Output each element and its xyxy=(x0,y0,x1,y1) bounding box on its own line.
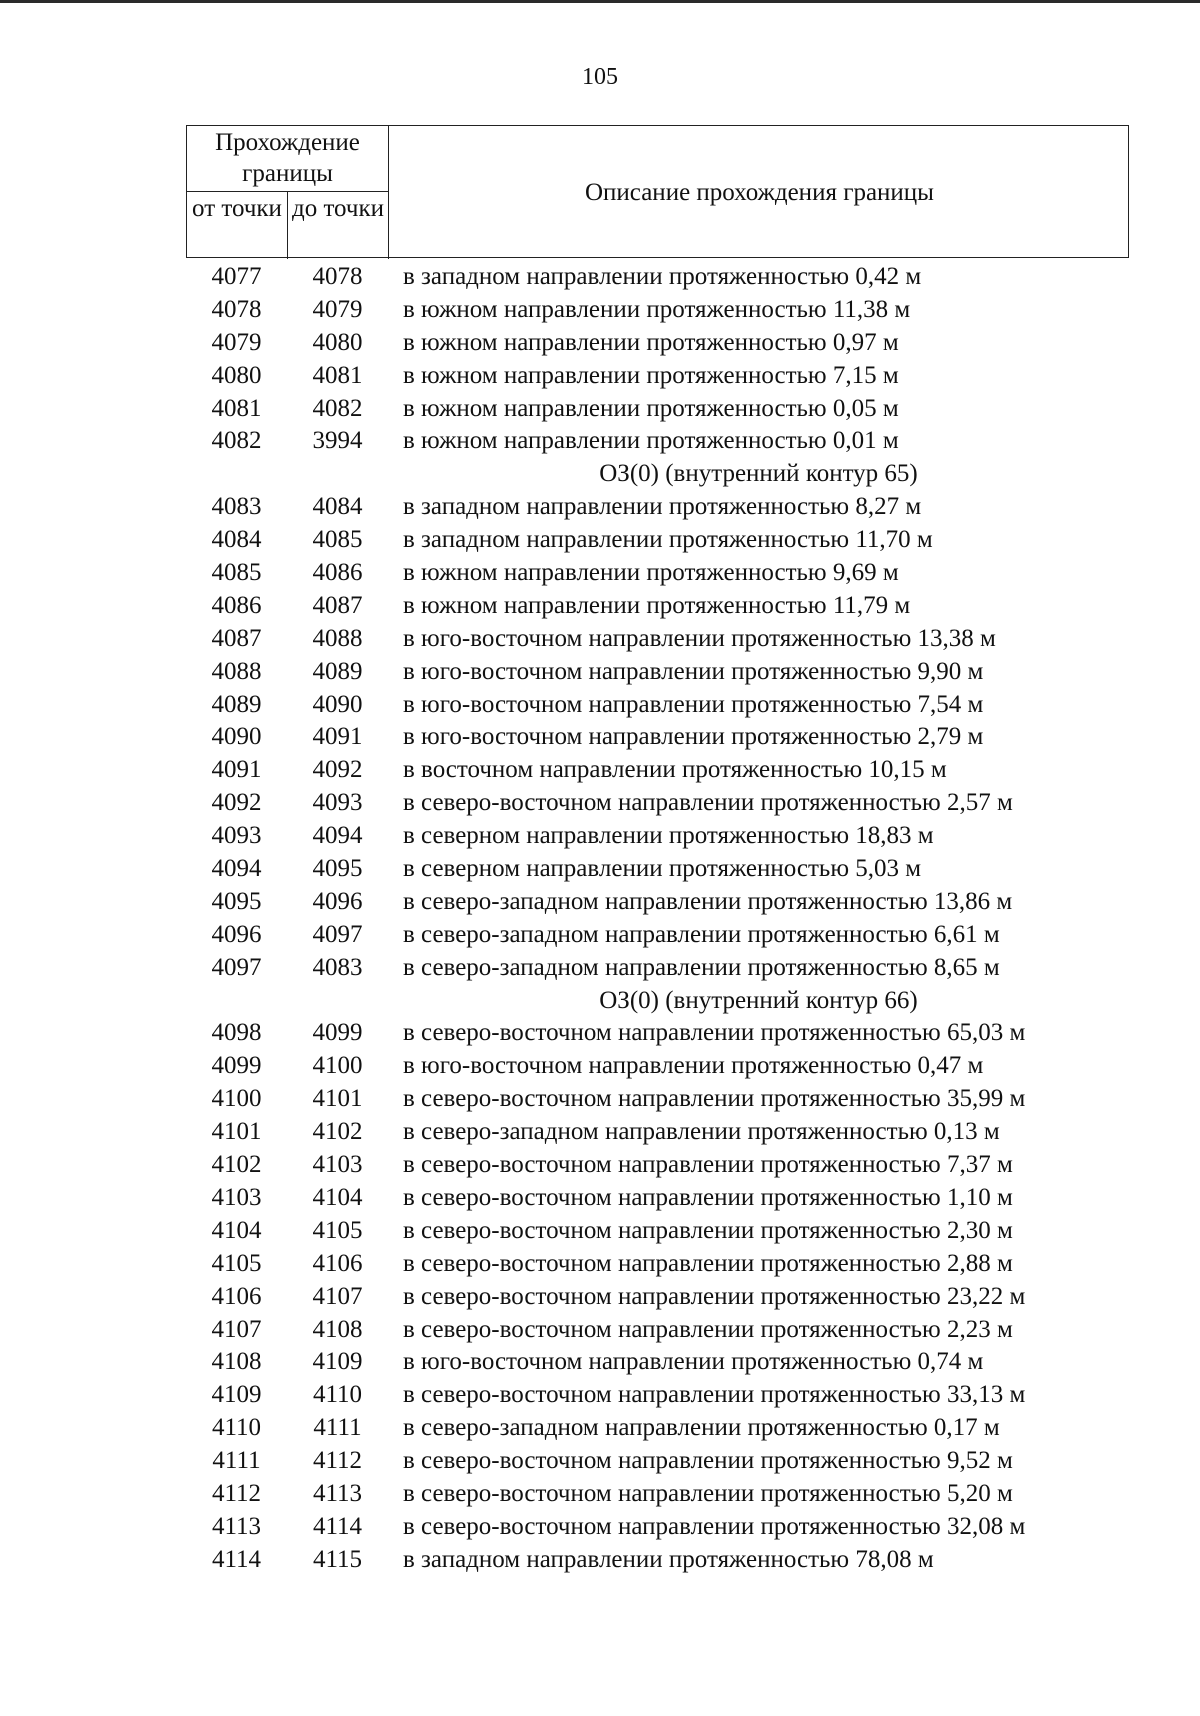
description-cell: в северо-восточном направлении протяженностью 9,52 м xyxy=(403,1447,1013,1475)
from-point-cell: 4112 xyxy=(211,1479,262,1507)
to-point-cell: 4086 xyxy=(312,559,363,587)
description-cell: в северо-восточном направлении протяженностью 65,03 м xyxy=(403,1019,1026,1047)
from-point-cell: 4080 xyxy=(211,361,262,389)
from-point-cell: 4100 xyxy=(211,1085,262,1113)
from-point-cell: 4105 xyxy=(211,1249,262,1277)
table-body xyxy=(186,261,1129,1577)
to-point-cell: 4103 xyxy=(312,1151,363,1179)
table-row xyxy=(186,360,1129,393)
description-cell: в северо-восточном направлении протяженностью 1,10 м xyxy=(403,1183,1013,1211)
to-point-cell: 3994 xyxy=(312,427,363,455)
table-row xyxy=(186,1149,1129,1182)
from-point-cell: 4109 xyxy=(211,1381,262,1409)
description-cell: в северо-восточном направлении протяженностью 7,37 м xyxy=(403,1151,1013,1179)
from-point-cell: 4078 xyxy=(211,295,262,323)
description-cell: в западном направлении протяженностью 78,08 м xyxy=(403,1545,934,1573)
description-cell: в южном направлении протяженностью 0,97 м xyxy=(403,328,899,356)
table-row xyxy=(186,294,1129,327)
table-header xyxy=(186,125,1129,258)
description-cell: в юго-восточном направлении протяженностью 9,90 м xyxy=(403,657,984,685)
table-row xyxy=(186,1215,1129,1248)
from-point-cell: 4091 xyxy=(211,756,262,784)
table-row xyxy=(186,656,1129,689)
description-cell: в северном направлении протяженностью 5,03 м xyxy=(403,855,922,883)
description-cell: в южном направлении протяженностью 11,79 м xyxy=(403,591,911,619)
from-point-cell: 4083 xyxy=(211,493,262,521)
table-row xyxy=(186,1478,1129,1511)
table-row xyxy=(186,952,1129,985)
to-point-cell: 4096 xyxy=(312,887,363,915)
table-row xyxy=(186,261,1129,294)
to-point-cell: 4093 xyxy=(312,789,363,817)
description-cell: в северо-восточном направлении протяженностью 2,23 м xyxy=(403,1315,1013,1343)
from-point-cell: 4079 xyxy=(211,328,262,356)
description-cell: в южном направлении протяженностью 9,69 м xyxy=(403,559,899,587)
from-point-cell: 4077 xyxy=(211,263,262,290)
table-row xyxy=(186,590,1129,623)
from-point-cell: 4108 xyxy=(211,1348,262,1376)
from-point-cell: 4103 xyxy=(211,1183,262,1211)
description-cell: в южном направлении протяженностью 11,38 м xyxy=(403,295,911,323)
table-row xyxy=(186,1412,1129,1445)
to-point-cell: 4114 xyxy=(312,1512,363,1540)
description-cell: в северо-восточном направлении протяженностью 2,57 м xyxy=(403,789,1013,817)
to-point-cell: 4101 xyxy=(312,1085,363,1113)
from-point-cell: 4082 xyxy=(211,427,262,455)
table-row xyxy=(186,1017,1129,1050)
table-row xyxy=(186,425,1129,458)
description-cell: в северо-восточном направлении протяженностью 32,08 м xyxy=(403,1512,1026,1540)
from-point-cell: 4087 xyxy=(211,624,262,652)
table-row xyxy=(186,689,1129,722)
from-point-cell: 4089 xyxy=(211,690,262,718)
table-row xyxy=(186,853,1129,886)
from-point-cell: 4101 xyxy=(211,1118,262,1146)
table-row xyxy=(186,1314,1129,1347)
to-point-cell: 4113 xyxy=(312,1479,363,1507)
description-cell: в северо-восточном направлении протяженностью 23,22 м xyxy=(403,1282,1026,1310)
from-point-cell: 4085 xyxy=(211,559,262,587)
section-heading: ОЗ(0) (внутренний контур 66) xyxy=(599,986,918,1014)
table-row xyxy=(186,721,1129,754)
from-point-cell: 4111 xyxy=(212,1447,261,1475)
description-cell: в северном направлении протяженностью 18,83 м xyxy=(403,822,934,850)
to-point-cell: 4115 xyxy=(312,1545,363,1573)
to-point-cell: 4110 xyxy=(312,1381,363,1409)
to-point-cell: 4094 xyxy=(312,822,363,850)
header-description xyxy=(389,126,1130,259)
from-point-cell: 4099 xyxy=(211,1052,262,1080)
from-point-cell: 4097 xyxy=(211,953,262,981)
from-point-cell: 4106 xyxy=(211,1282,262,1310)
to-point-cell: 4104 xyxy=(312,1183,363,1211)
table-row xyxy=(186,1511,1129,1544)
to-point-cell: 4106 xyxy=(312,1249,363,1277)
table-row xyxy=(186,1182,1129,1215)
from-point-cell: 4114 xyxy=(211,1545,262,1573)
to-point-cell: 4102 xyxy=(312,1118,363,1146)
description-cell: в юго-восточном направлении протяженностью 13,38 м xyxy=(403,624,996,652)
description-cell: в южном направлении протяженностью 0,05 м xyxy=(403,394,899,422)
description-cell: в южном направлении протяженностью 7,15 м xyxy=(403,361,899,389)
table-row xyxy=(186,491,1129,524)
description-cell: в юго-восточном направлении протяженностью 2,79 м xyxy=(403,723,984,751)
to-point-cell: 4090 xyxy=(312,690,363,718)
table-row xyxy=(186,1379,1129,1412)
section-heading: ОЗ(0) (внутренний контур 65) xyxy=(599,460,918,488)
from-point-cell: 4093 xyxy=(211,822,262,850)
to-point-cell: 4087 xyxy=(312,591,363,619)
from-point-cell: 4110 xyxy=(211,1414,262,1442)
to-point-cell: 4092 xyxy=(312,756,363,784)
to-point-cell: 4082 xyxy=(312,394,363,422)
from-point-cell: 4081 xyxy=(211,394,262,422)
to-point-cell: 4105 xyxy=(312,1216,363,1244)
table-row xyxy=(186,787,1129,820)
table-row xyxy=(186,524,1129,557)
to-point-cell: 4109 xyxy=(312,1348,363,1376)
from-point-cell: 4095 xyxy=(211,887,262,915)
to-point-cell: 4112 xyxy=(312,1447,363,1475)
to-point-cell: 4095 xyxy=(312,855,363,883)
from-point-cell: 4107 xyxy=(211,1315,262,1343)
description-cell: в юго-восточном направлении протяженностью 0,74 м xyxy=(403,1348,984,1376)
page-number: 105 xyxy=(582,64,618,90)
to-point-cell: 4108 xyxy=(312,1315,363,1343)
to-point-cell: 4088 xyxy=(312,624,363,652)
description-cell: в северо-западном направлении протяженностью 0,13 м xyxy=(403,1118,1000,1146)
to-point-cell: 4091 xyxy=(312,723,363,751)
from-point-cell: 4086 xyxy=(211,591,262,619)
from-point-cell: 4088 xyxy=(211,657,262,685)
description-cell: в северо-восточном направлении протяженностью 5,20 м xyxy=(403,1479,1013,1507)
table-row xyxy=(186,1248,1129,1281)
table-row xyxy=(186,886,1129,919)
to-point-cell: 4080 xyxy=(312,328,363,356)
to-point-cell: 4085 xyxy=(312,526,363,554)
table-row xyxy=(186,557,1129,590)
from-point-cell: 4096 xyxy=(211,920,262,948)
to-point-cell: 4081 xyxy=(312,361,363,389)
description-cell: в юго-восточном направлении протяженностью 7,54 м xyxy=(403,690,984,718)
description-cell: в западном направлении протяженностью 0,42 м xyxy=(403,263,922,290)
table-row xyxy=(186,919,1129,952)
from-point-cell: 4102 xyxy=(211,1151,262,1179)
to-point-cell: 4111 xyxy=(313,1414,362,1442)
table-row xyxy=(186,1083,1129,1116)
description-cell: в северо-восточном направлении протяженностью 2,30 м xyxy=(403,1216,1013,1244)
table-row xyxy=(186,820,1129,853)
from-point-cell: 4098 xyxy=(211,1019,262,1047)
description-cell: в юго-восточном направлении протяженностью 0,47 м xyxy=(403,1052,984,1080)
to-point-cell: 4099 xyxy=(312,1019,363,1047)
description-cell: в западном направлении протяженностью 8,27 м xyxy=(403,493,922,521)
to-point-cell: 4083 xyxy=(312,953,363,981)
from-point-cell: 4084 xyxy=(211,526,262,554)
description-cell: в северо-западном направлении протяженностью 8,65 м xyxy=(403,953,1000,981)
to-point-cell: 4097 xyxy=(312,920,363,948)
description-cell: в западном направлении протяженностью 11,70 м xyxy=(403,526,933,554)
table-row xyxy=(186,393,1129,426)
to-point-cell: 4100 xyxy=(312,1052,363,1080)
description-cell: в северо-западном направлении протяженностью 6,61 м xyxy=(403,920,1000,948)
from-point-cell: 4104 xyxy=(211,1216,262,1244)
to-point-cell: 4107 xyxy=(312,1282,363,1310)
description-cell: в северо-восточном направлении протяженностью 2,88 м xyxy=(403,1249,1013,1277)
to-point-cell: 4078 xyxy=(312,263,363,290)
table-row xyxy=(186,327,1129,360)
from-point-cell: 4090 xyxy=(211,723,262,751)
description-cell: в восточном направлении протяженностью 10,15 м xyxy=(403,756,947,784)
table-row xyxy=(186,1544,1129,1577)
header-description-label: Описание прохождения границы xyxy=(585,178,934,206)
from-point-cell: 4094 xyxy=(211,855,262,883)
table-row xyxy=(186,754,1129,787)
table-row xyxy=(186,1445,1129,1478)
table-row xyxy=(186,1281,1129,1314)
header-passage: Прохождение границы xyxy=(187,126,389,192)
from-point-cell: 4113 xyxy=(211,1512,262,1540)
table-row xyxy=(186,1050,1129,1083)
description-cell: в северо-западном направлении протяженностью 0,17 м xyxy=(403,1414,1000,1442)
table-row xyxy=(186,623,1129,656)
from-point-cell: 4092 xyxy=(211,789,262,817)
table-row xyxy=(186,1346,1129,1379)
to-point-cell: 4084 xyxy=(312,493,363,521)
header-from-point: от точки xyxy=(187,192,288,259)
page-top-edge xyxy=(0,0,1200,3)
to-point-cell: 4089 xyxy=(312,657,363,685)
header-to-point: до точки xyxy=(288,192,389,259)
table-row xyxy=(186,1116,1129,1149)
to-point-cell: 4079 xyxy=(312,295,363,323)
description-cell: в северо-восточном направлении протяженностью 33,13 м xyxy=(403,1381,1026,1409)
description-cell: в северо-восточном направлении протяженностью 35,99 м xyxy=(403,1085,1026,1113)
description-cell: в южном направлении протяженностью 0,01 м xyxy=(403,427,899,455)
description-cell: в северо-западном направлении протяженностью 13,86 м xyxy=(403,887,1013,915)
